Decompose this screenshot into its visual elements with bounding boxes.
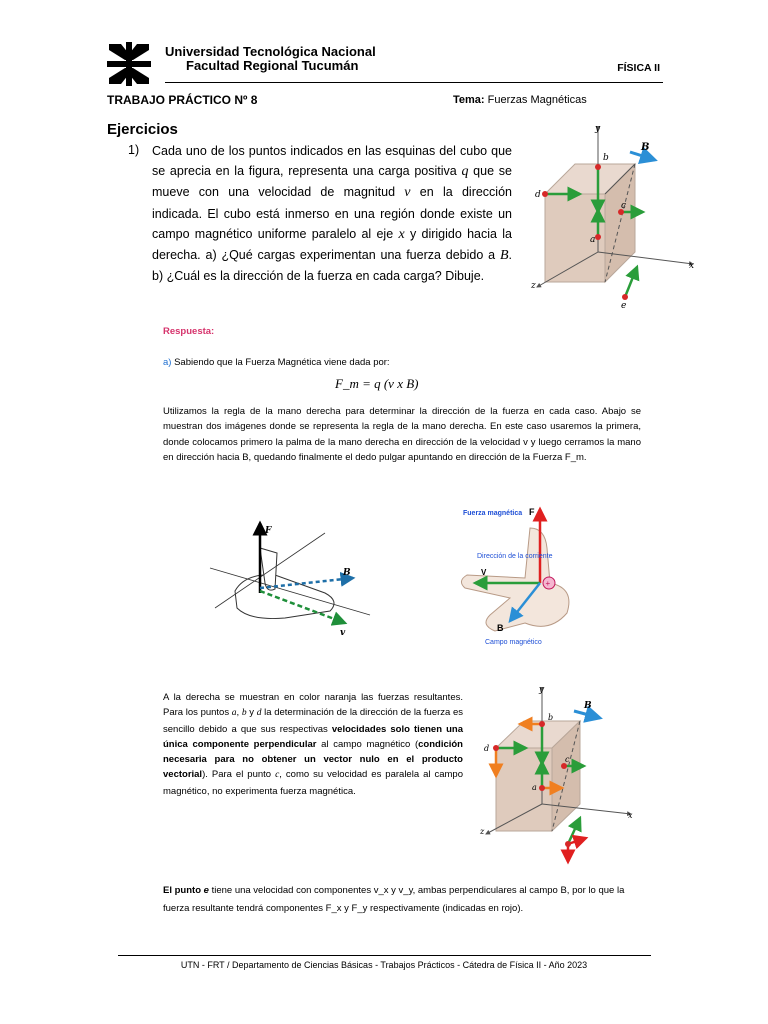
cube-figure-1 [525,122,705,312]
exercise-text-4: y dirigido hacia la derecha. a) ¿Qué cargas experimentan una fuerza debido a [152,226,512,263]
para2-var-c: c [275,770,280,781]
footer-divider [118,955,651,956]
topic-value: Fuerzas Magnéticas [487,94,587,106]
hand1-F-label: F [265,526,272,536]
answer-a-text: Sabiendo que la Fuerza Magnética viene dada por: [174,357,390,368]
topic [453,94,587,106]
university-line2: Facultad Regional Tucumán [186,58,359,73]
var-x: x [398,226,405,242]
final-paragraph [163,882,641,918]
right-hand-rule-figure-2 [455,503,585,648]
practical-title: TRABAJO PRÁCTICO Nº 8 [107,93,258,107]
final-text-1: El punto [163,885,204,896]
point-d-label: d [535,190,541,200]
var-v: v [404,185,411,201]
var-q: q [461,164,469,180]
cube2-y-label: y [539,686,544,694]
answer-paragraph-2: A la derecha se muestran en color naranja las fuerzas resultantes. Para los puntos a, b y d la determinación de la dirección de la fuerza es sencillo debido a que sus respectivas velocidades solo tienen una única componente perpendicular al campo magnético (condición necesaria para no obtener un vector nulo en el producto vectorial). Para el punto c, como su velocidad es paralela al campo magnético, no experimenta fuerza magnética. [163,692,464,797]
university-line1: Universidad Tecnológica Nacional [165,44,376,59]
para2-var-a: a [231,708,237,719]
hand2-campo-label: Campo magnético [485,639,542,646]
para2-text-2: la determinación de la dirección de la fuerza es sencillo debido a que sus respectivas [163,707,464,735]
exercise-text-5: . b) ¿Cuál es la dirección de la fuerza en cada carga? Dibuje. [152,248,512,284]
hand2-B-label: B [497,623,504,633]
hand2-direccion-label [477,553,553,560]
exercise-number: 1) [128,143,140,157]
answer-a-line [163,357,390,368]
exercise-text-2: que se mueve con una velocidad de magnitud [152,164,512,200]
section-title: Ejercicios [107,121,178,138]
var-B: B [499,248,509,264]
para2-var-d: d [256,708,262,719]
para2-bold-1: velocidades solo tienen una única componente perpendicular [163,723,464,750]
cube2-B-label: B [584,701,592,711]
hand2-F-label: F [529,507,535,517]
answer-a-label: a) [163,357,172,368]
para2-bold-2: condición necesaria para no obtener un vector nulo en el producto vectorial [163,738,463,781]
hand1-B-label: B [343,568,351,578]
point-a-label: a [590,235,596,245]
cube2-d-label: d [484,744,490,753]
para2-text-1: A la derecha se muestran en color naranja las fuerzas resultantes. Para los puntos [163,692,463,719]
axis-y-label: y [595,124,601,134]
point-c-label: c [621,201,627,211]
b-field-label: B [641,142,650,153]
exercise-text-3: en la dirección indicada. El cubo está inmerso en una región donde existe un campo magnético uniforme paralelo al eje [152,185,512,241]
point-b-label: b [603,153,609,163]
axis-z-label: z [531,281,536,291]
final-var-e: e [203,885,209,896]
cube2-c-label: c [565,755,570,764]
topic-label: Tema: [453,94,485,106]
utn-logo [107,42,151,86]
cube2-a-label: a [532,783,537,792]
para2-text-3: al campo magnético ( [316,738,419,750]
footer-text: UTN - FRT / Departamento de Ciencias Básicas - Trabajos Prácticos - Cátedra de Física II - Año 2023 [180,960,588,970]
cube2-z-label: z [480,827,485,836]
cube2-x-label: x [628,811,633,820]
cube2-b-label: b [548,713,554,722]
hand2-fuerza-label: Fuerza magnética [463,510,523,517]
cube-figure-2 [476,686,636,866]
para2-text-5: , como su velocidad es paralela al campo magnético, no experimenta fuerza magnética. [163,769,463,797]
force-formula: F_m = q (v x B) [335,376,419,391]
header-divider [165,82,663,83]
para2-var-b: b [241,708,247,719]
hand2-V-label: V [481,568,487,577]
answer-paragraph-1: Utilizamos la regla de la mano derecha para determinar la dirección de la fuerza en cada caso. Abajo se muestran dos imágenes donde se representa la regla de la mano derecha. En este caso usaremos la primera, donde colocamos primero la palma de la mano derecha en dirección de la velocidad v y luego cerramos la mano en dirección hacia B, quedando finalmente el dedo pulgar apuntando en dirección de la Fuerza F_m. [163,406,641,463]
exercise-text [152,141,512,286]
axis-x-label: x [689,261,695,271]
university-name [165,45,376,73]
hand2-direccion-text: Dirección de la corriente [477,553,553,560]
svg-text:+: + [545,579,551,588]
para2-text-4: ). Para el punto [202,769,276,781]
right-hand-rule-figure-1 [205,503,375,643]
answer-title: Respuesta: [163,326,215,337]
hand1-v-label: v [340,628,346,638]
subject-name: FÍSICA II [617,62,660,74]
final-text-2: tiene una velocidad con componentes v_x y v_y, ambas perpendiculares al campo B, por lo que la fuerza resultante tendrá componentes F_x y F_y respectivamente (indicadas en rojo). [163,885,625,914]
point-e-label: e [621,301,627,311]
exercise-text-1: Cada uno de los puntos indicados en las esquinas del cubo que se aprecia en la figura, representa una carga positiva [152,144,512,179]
